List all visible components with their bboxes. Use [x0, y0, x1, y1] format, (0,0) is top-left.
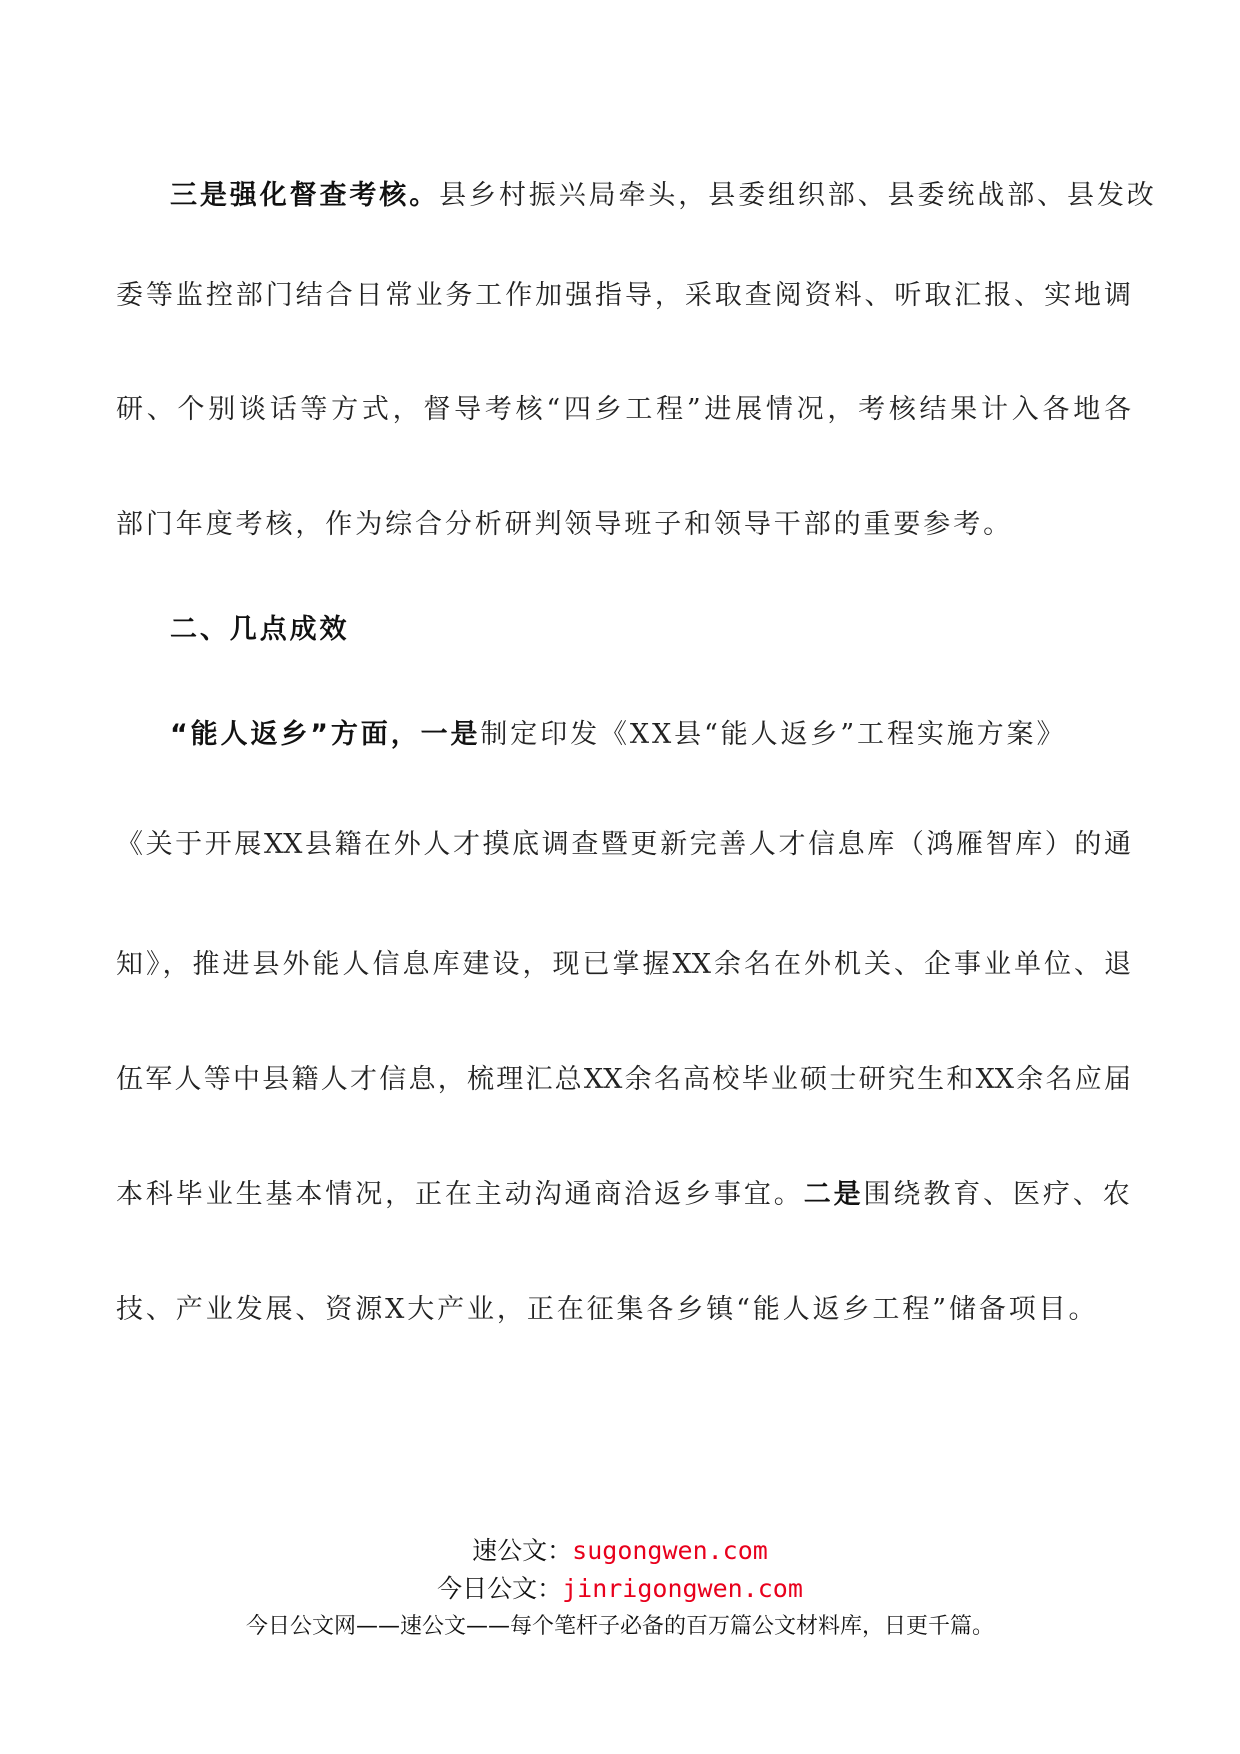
paragraph-line: 研、个别谈话等方式，督导考核“四乡工程”进展情况，考核结果计入各地各 [116, 394, 1131, 425]
paragraph-line [116, 1165, 1131, 1225]
paragraph-line: 伍军人等中县籍人才信息，梳理汇总XX余名高校毕业硕士研究生和XX余名应届 [116, 1064, 1131, 1095]
paragraph-text: 县乡村振兴局牵头，县委组织部、县委统战部、县发改 [439, 180, 1157, 211]
paragraph-line: 技、产业发展、资源X大产业，正在征集各乡镇“能人返乡工程”储备项目。 [116, 1294, 1099, 1325]
sugongwen-link[interactable]: sugongwen.com [572, 1536, 768, 1565]
paragraph-text: 本科毕业生基本情况，正在主动沟通商洽返乡事宜。 [116, 1179, 804, 1210]
paragraph-lead-bold: 三是强化督查考核。 [170, 180, 440, 211]
paragraph-line: 《关于开展XX县籍在外人才摸底调查暨更新完善人才信息库（鸿雁智库）的通 [116, 829, 1131, 860]
paragraph-lead-bold: 二是 [803, 1179, 864, 1210]
footer-label: 速公文： [472, 1536, 573, 1565]
paragraph-line: 知》，推进县外能人信息库建设，现已掌握XX余名在外机关、企事业单位、退 [116, 949, 1131, 980]
paragraph-lead-bold: “能人返乡”方面，一是 [170, 719, 481, 750]
paragraph-text: 围绕教育、医疗、农 [863, 1179, 1133, 1210]
paragraph-line [116, 166, 1157, 226]
footer-label: 今日公文： [437, 1574, 563, 1603]
paragraph-line: 委等监控部门结合日常业务工作加强指导，采取查阅资料、听取汇报、实地调 [116, 280, 1131, 311]
jinrigongwen-link[interactable]: jinrigongwen.com [562, 1574, 803, 1603]
section-heading: 二、几点成效 [170, 614, 350, 645]
paragraph-line [116, 705, 1131, 765]
footer-slogan: 今日公文网——速公文——每个笔杆子必备的百万篇公文材料库，日更千篇。 [245, 1614, 994, 1639]
footer-line-sugongwen [0, 1533, 1240, 1569]
paragraph-line: 部门年度考核，作为综合分析研判领导班子和领导干部的重要参考。 [116, 509, 1013, 540]
footer-line-jinrigongwen [0, 1571, 1240, 1607]
paragraph-text: 制定印发《XX县“能人返乡”工程实施方案》 [480, 719, 1067, 750]
